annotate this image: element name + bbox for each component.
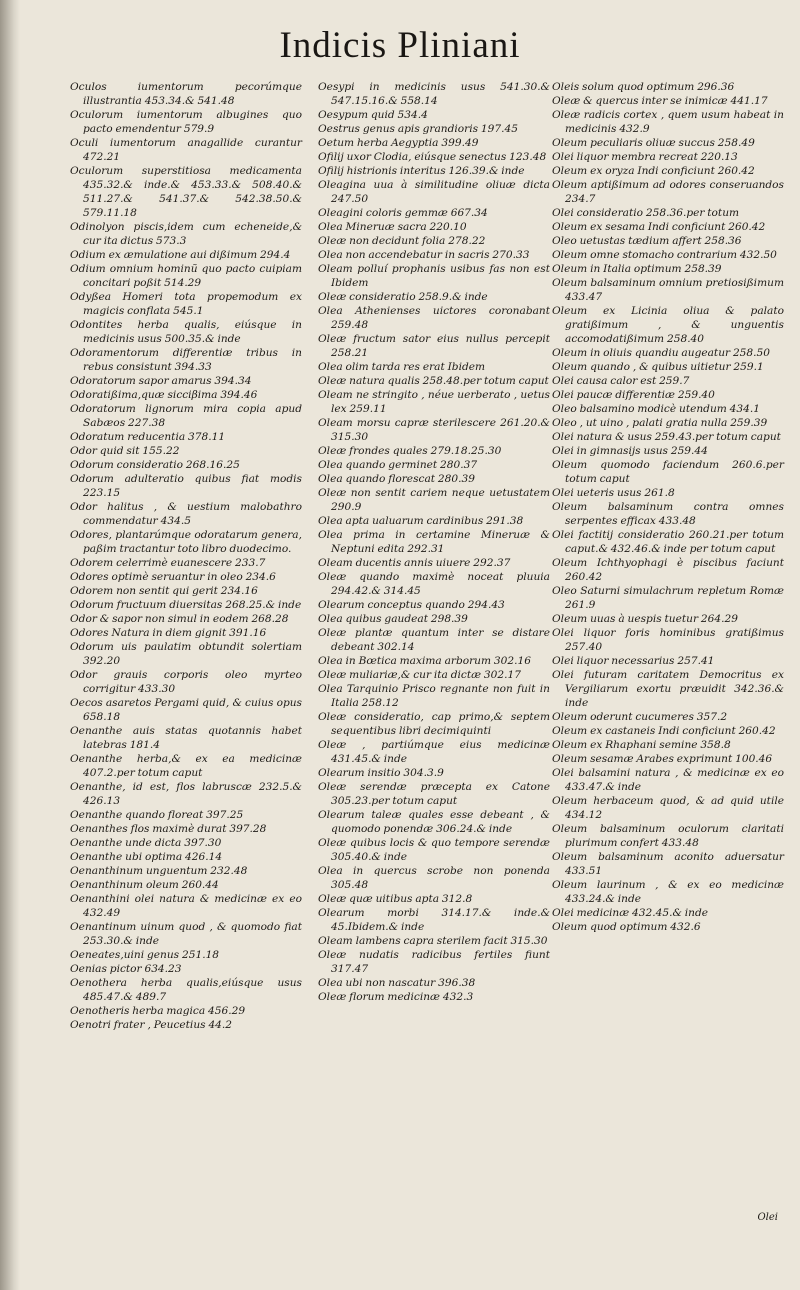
- index-column-right: [552, 80, 784, 934]
- index-entry: Oleæ quibus locis & quo tempore serendæ 305.40.& inde: [318, 837, 550, 863]
- index-entry: Odyßea Homeri tota propemodum ex magicis conflata 545.1: [70, 291, 302, 317]
- index-entry: Olea Mineruæ sacra 220.10: [318, 221, 467, 233]
- index-entry: Olea Athenienses uictores coronabant 259.48: [318, 305, 550, 331]
- index-entry: Oleo , ut uino , palati gratia nulla 259.39: [552, 417, 768, 429]
- index-entry: Oleam lambens capra sterilem facit 315.30: [318, 935, 548, 947]
- index-entry: Oenanthinum oleum 260.44: [70, 879, 219, 891]
- index-entry: Oculi iumentorum anagallide curantur 472.21: [70, 137, 302, 163]
- index-entry: Odium ex æmulatione aui dißimum 294.4: [70, 249, 291, 261]
- index-entry: Odores, plantarúmque odoratarum genera, paßim tractantur toto libro duodecimo.: [70, 529, 302, 555]
- index-entry: Olearum morbi 314.17.& inde.& 45.Ibidem.& inde: [318, 907, 550, 933]
- index-entry: Oleæ consideratio 258.9.& inde: [318, 291, 488, 303]
- index-entry: Oleum sesamæ Arabes exprimunt 100.46: [552, 753, 773, 765]
- index-entry: Oetum herba Aegyptia 399.49: [318, 137, 479, 149]
- index-entry: Oenanthe unde dicta 397.30: [70, 837, 222, 849]
- index-entry: Oenanthini olei natura & medicinæ ex eo 432.49: [70, 893, 302, 919]
- index-entry: Olea apta ualuarum cardinibus 291.38: [318, 515, 524, 527]
- index-entry: Oleam ducentis annis uiuere 292.37: [318, 557, 511, 569]
- index-entry: Oesypum quid 534.4: [318, 109, 428, 121]
- index-entry: Oleo Saturni simulachrum repletum Romæ 261.9: [552, 585, 784, 611]
- index-entry: Odinolyon piscis,idem cum echeneide,& cur ita dictus 573.3: [70, 221, 302, 247]
- index-entry: Oleum ex Rhaphani semine 358.8: [552, 739, 731, 751]
- index-entry: Oleæ quæ uitibus apta 312.8: [318, 893, 473, 905]
- index-entry: Oleum oderunt cucumeres 357.2: [552, 711, 728, 723]
- index-entry: Odores optimè seruantur in oleo 234.6: [70, 571, 276, 583]
- index-entry: Oleo uetustas tædium affert 258.36: [552, 235, 742, 247]
- index-entry: Odoratorum lignorum mira copia apud Sabæos 227.38: [70, 403, 302, 429]
- index-entry: Oenias pictor 634.23: [70, 963, 182, 975]
- index-entry: Odorum fructuum diuersitas 268.25.& inde: [70, 599, 302, 611]
- page-title: Indicis Pliniani: [279, 25, 521, 66]
- index-entry: Oleum quando , & quibus uitietur 259.1: [552, 361, 764, 373]
- index-entry: Olei factitij consideratio 260.21.per totum caput.& 432.46.& inde per totum caput: [552, 529, 784, 555]
- index-entry: Oleum omne stomacho contrarium 432.50: [552, 249, 777, 261]
- index-entry: Oleum quod optimum 432.6: [552, 921, 701, 933]
- index-entry: Odor halitus , & uestium malobathro commendatur 434.5: [70, 501, 302, 527]
- index-entry: Oenantinum uinum quod , & quomodo fiat 253.30.& inde: [70, 921, 302, 947]
- index-entry: Oenanthe quando floreat 397.25: [70, 809, 244, 821]
- index-entry: Oenanthe herba,& ex ea medicinæ 407.2.per totum caput: [70, 753, 302, 779]
- index-entry: Oleum ex oryza Indi conficiunt 260.42: [552, 165, 755, 177]
- index-entry: Oleæ nudatis radicibus fertiles fiunt 317.47: [318, 949, 550, 975]
- index-column-middle: [318, 80, 550, 1004]
- page-gutter-shadow: [0, 0, 20, 1290]
- index-entry: Olei futuram caritatem Democritus ex Vergiliarum exortu præuidit 342.36.& inde: [552, 669, 784, 709]
- index-entry: Oleum ex castaneis Indi conficiunt 260.42: [552, 725, 776, 737]
- index-entry: Oleum laurinum , & ex eo medicinæ 433.24.& inde: [552, 879, 784, 905]
- index-entry: Oleis solum quod optimum 296.36: [552, 81, 735, 93]
- index-entry: Oleum quomodo faciendum 260.6.per totum caput: [552, 459, 784, 485]
- index-entry: Oenanthe auis statas quotannis habet latebras 181.4: [70, 725, 302, 751]
- catchword: Olei: [757, 1212, 778, 1223]
- index-entry: Oleæ , partiúmque eius medicinæ 431.45.& inde: [318, 739, 550, 765]
- index-entry: Oleum aptißimum ad odores conseruandos 234.7: [552, 179, 784, 205]
- index-entry: Olei natura & usus 259.43.per totum caput: [552, 431, 781, 443]
- index-entry: Oleum herbaceum quod, & ad quid utile 434.12: [552, 795, 784, 821]
- index-entry: Oleum in Italia optimum 258.39: [552, 263, 722, 275]
- index-entry: Oleum balsaminum contra omnes serpentes efficax 433.48: [552, 501, 784, 527]
- index-entry: Oleum balsaminum oculorum claritati plurimum confert 433.48: [552, 823, 784, 849]
- index-entry: Ofilij uxor Clodia, eiúsque senectus 123.48: [318, 151, 547, 163]
- index-entry: Oleæ non decidunt folia 278.22: [318, 235, 486, 247]
- index-entry: Olearum conceptus quando 294.43: [318, 599, 505, 611]
- index-column-left: [70, 80, 302, 1032]
- index-entry: Olei liquor necessarius 257.41: [552, 655, 715, 667]
- index-entry: Oleum ex sesama Indi conficiunt 260.42: [552, 221, 766, 233]
- index-entry: Oleum ex Licinia oliua & palato gratißimum , & unguentis accomodatißimum 258.40: [552, 305, 784, 345]
- index-entry: Oleum balsaminum aconito aduersatur 433.51: [552, 851, 784, 877]
- index-entry: Oenanthinum unguentum 232.48: [70, 865, 248, 877]
- index-entry: Oenotri frater , Peucetius 44.2: [70, 1019, 233, 1031]
- index-entry: Olei paucæ differentiæ 259.40: [552, 389, 715, 401]
- index-entry: Oenotheris herba magica 456.29: [70, 1005, 246, 1017]
- index-entry: Olea in Bœtica maxima arborum 302.16: [318, 655, 531, 667]
- index-entry: Oleum balsaminum omnium pretiosißimum 433.47: [552, 277, 784, 303]
- index-entry: Odorem non sentit qui gerit 234.16: [70, 585, 258, 597]
- index-entry: Oleæ consideratio, cap primo,& septem sequentibus libri decimiquinti: [318, 711, 550, 737]
- index-entry: Oleagina uua à similitudine oliuæ dicta 247.50: [318, 179, 550, 205]
- index-entry: Oleæ radicis cortex , quem usum habeat in medicinis 432.9: [552, 109, 784, 135]
- index-entry: Oenothera herba qualis,eiúsque usus 485.47.& 489.7: [70, 977, 302, 1003]
- index-entry: Olea in quercus scrobe non ponenda 305.48: [318, 865, 550, 891]
- index-entry: Oenanthe ubi optima 426.14: [70, 851, 223, 863]
- index-entry: Oleum peculiaris oliuæ succus 258.49: [552, 137, 755, 149]
- index-entry: Oculos iumentorum pecorúmque illustrantia 453.34.& 541.48: [70, 81, 302, 107]
- index-entry: Odorem celerrimè euanescere 233.7: [70, 557, 266, 569]
- index-entry: Odor & sapor non simul in eodem 268.28: [70, 613, 289, 625]
- index-entry: Olea Tarquinio Prisco regnante non fuit in Italia 258.12: [318, 683, 550, 709]
- index-entry: Oleæ florum medicinæ 432.3: [318, 991, 474, 1003]
- index-entry: Olea non accendebatur in sacris 270.33: [318, 249, 530, 261]
- index-entry: Olei balsamini natura , & medicinæ ex eo 433.47.& inde: [552, 767, 784, 793]
- index-entry: Oleæ frondes quales 279.18.25.30: [318, 445, 502, 457]
- index-entry: Oleæ natura qualis 258.48.per totum caput: [318, 375, 549, 387]
- index-entry: Olei causa calor est 259.7: [552, 375, 690, 387]
- index-entry: Oleum Ichthyophagi è piscibus faciunt 260.42: [552, 557, 784, 583]
- index-entry: Odoramentorum differentiæ tribus in rebus consistunt 394.33: [70, 347, 302, 373]
- index-entry: Olei ueteris usus 261.8: [552, 487, 675, 499]
- index-entry: Oleum in oliuis quandiu augeatur 258.50: [552, 347, 771, 359]
- index-entry: Oleum uuas à uespis tuetur 264.29: [552, 613, 738, 625]
- index-entry: Odoratorum sapor amarus 394.34: [70, 375, 252, 387]
- index-entry: Odoratum reducentia 378.11: [70, 431, 226, 443]
- index-entry: Oestrus genus apis grandioris 197.45: [318, 123, 518, 135]
- index-entry: Olearum taleæ quales esse debeant , & quomodo ponendæ 306.24.& inde: [318, 809, 550, 835]
- index-entry: Oleæ quando maximè noceat pluuia 294.42.& 314.45: [318, 571, 550, 597]
- index-entry: Olei consideratio 258.36.per totum: [552, 207, 740, 219]
- index-entry: Oleam morsu capræ sterilescere 261.20.& 315.30: [318, 417, 550, 443]
- index-entry: Odontites herba qualis, eiúsque in medicinis usus 500.35.& inde: [70, 319, 302, 345]
- index-entry: Oleæ serendæ præcepta ex Catone 305.23.per totum caput: [318, 781, 550, 807]
- index-entry: Oenanthes flos maximè durat 397.28: [70, 823, 267, 835]
- index-entry: Olea ubi non nascatur 396.38: [318, 977, 476, 989]
- index-entry: Oleæ plantæ quantum inter se distare debeant 302.14: [318, 627, 550, 653]
- index-entry: Oleæ non sentit cariem neque uetustatem 290.9: [318, 487, 550, 513]
- index-entry: Oeneates,uini genus 251.18: [70, 949, 220, 961]
- index-entry: Odorum uis paulatim obtundit solertiam 392.20: [70, 641, 302, 667]
- index-entry: Odores Natura in diem gignit 391.16: [70, 627, 267, 639]
- index-entry: Olea quando florescat 280.39: [318, 473, 475, 485]
- index-entry: Oleæ & quercus inter se inimicæ 441.17: [552, 95, 768, 107]
- index-entry: Olei liquor foris hominibus gratißimus 257.40: [552, 627, 784, 653]
- index-entry: Oleagini coloris gemmæ 667.34: [318, 207, 488, 219]
- index-entry: Olea quando germinet 280.37: [318, 459, 478, 471]
- index-entry: Oleam polluí prophanis usibus fas non est Ibidem: [318, 263, 550, 289]
- index-entry: Oenanthe, id est, flos labruscæ 232.5.& 426.13: [70, 781, 302, 807]
- index-entry: Oesypi in medicinis usus 541.30.& 547.15.16.& 558.14: [318, 81, 550, 107]
- index-entry: Odor grauis corporis oleo myrteo corrigitur 433.30: [70, 669, 302, 695]
- index-entry: Oleæ fructum sator eius nullus percepit 258.21: [318, 333, 550, 359]
- index-entry: Olea prima in certamine Mineruæ & Neptuni edita 292.31: [318, 529, 550, 555]
- index-entry: Odium omnium hominũ quo pacto cuipiam concitari poßit 514.29: [70, 263, 302, 289]
- index-entry: Olearum insitio 304.3.9: [318, 767, 444, 779]
- index-entry: Oecos asaretos Pergami quid, & cuius opus 658.18: [70, 697, 302, 723]
- index-entry: Odorum consideratio 268.16.25: [70, 459, 240, 471]
- index-entry: Oleam ne stringito , néue uerberato , uetus lex 259.11: [318, 389, 550, 415]
- index-entry: Olea quibus gaudeat 298.39: [318, 613, 468, 625]
- index-entry: Odoratißima,quæ sicciβima 394.46: [70, 389, 258, 401]
- index-entry: Odor quid sit 155.22: [70, 445, 180, 457]
- index-entry: Olei liquor membra recreat 220.13: [552, 151, 738, 163]
- index-entry: Ofilij histrionis interitus 126.39.& inde: [318, 165, 525, 177]
- index-entry: Oleæ muliariæ,& cur ita dictæ 302.17: [318, 669, 521, 681]
- index-entry: Olei in gimnasijs usus 259.44: [552, 445, 708, 457]
- index-entry: Olea olim tarda res erat Ibidem: [318, 361, 486, 373]
- index-entry: Oculorum superstitiosa medicamenta 435.32.& inde.& 453.33.& 508.40.& 511.27.& 541.37.& 542.38.50.& 579.11.18: [70, 165, 302, 219]
- index-entry: Oleo balsamino modicè utendum 434.1: [552, 403, 761, 415]
- index-entry: Olei medicinæ 432.45.& inde: [552, 907, 709, 919]
- index-entry: Oculorum iumentorum albugines quo pacto emendentur 579.9: [70, 109, 302, 135]
- index-entry: Odorum adulteratio quibus fiat modis 223.15: [70, 473, 302, 499]
